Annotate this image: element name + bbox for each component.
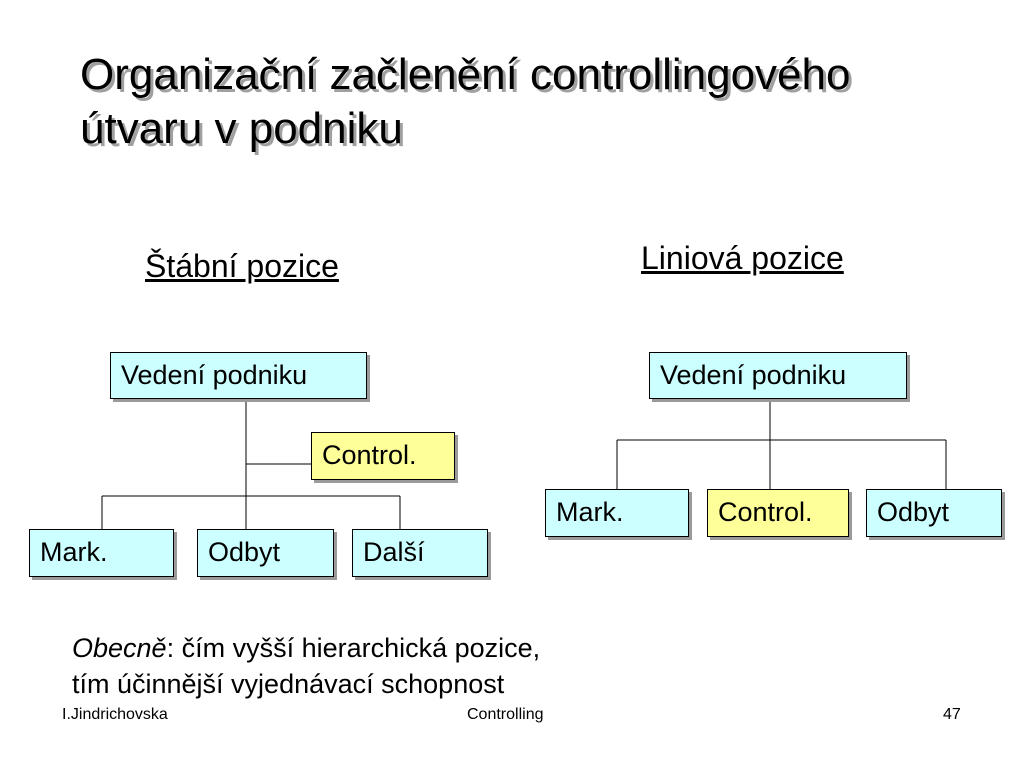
- staff-control-box: Control.: [311, 432, 455, 480]
- line-sales-box: Odbyt: [866, 489, 1002, 537]
- line-position-heading: Liniová pozice: [641, 240, 844, 276]
- note-label: Obecně: [72, 633, 167, 663]
- staff-marketing-box: Mark.: [29, 529, 174, 577]
- staff-sales-box: Odbyt: [197, 529, 334, 577]
- staff-other-box: Další: [352, 529, 488, 577]
- line-top-management-box: Vedení podniku: [649, 352, 907, 399]
- general-note: [72, 630, 540, 702]
- note-line2-text: tím účinnější vyjednávací schopnost: [72, 669, 505, 699]
- slide-title-line2: útvaru v podniku: [80, 104, 403, 153]
- line-control-box: Control.: [707, 489, 849, 537]
- footer-subject: Controlling: [467, 706, 544, 723]
- slide-title-line1: Organizační začlenění controllingového: [80, 50, 851, 99]
- footer-page-number: 47: [943, 706, 961, 723]
- line-marketing-box: Mark.: [545, 489, 689, 537]
- staff-top-management-box: Vedení podniku: [110, 352, 367, 399]
- note-line1-text: : čím vyšší hierarchická pozice,: [166, 633, 541, 663]
- staff-position-heading: Štábní pozice: [145, 248, 339, 284]
- footer-author: I.Jindrichovska: [62, 706, 168, 723]
